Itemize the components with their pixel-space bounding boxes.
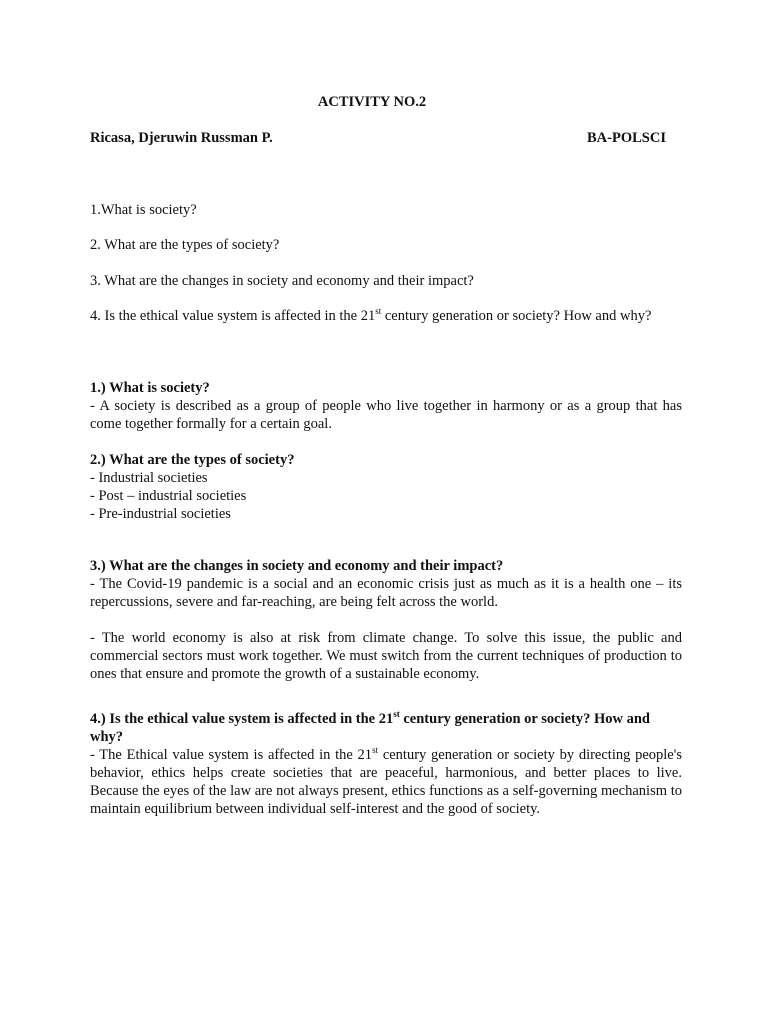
answer-4-text-superscript: st bbox=[372, 745, 379, 756]
question-3: 3. What are the changes in society and economy and their impact? bbox=[90, 273, 474, 289]
answer-1-section bbox=[90, 379, 682, 433]
answer-4-section bbox=[90, 710, 682, 818]
question-4 bbox=[90, 308, 651, 325]
answer-2-section bbox=[90, 451, 682, 523]
question-4-superscript: st bbox=[375, 306, 382, 317]
student-name: Ricasa, Djeruwin Russman P. bbox=[90, 130, 273, 146]
answer-4-text bbox=[90, 746, 682, 818]
answer-4-heading-superscript: st bbox=[393, 709, 400, 720]
answer-2-item: - Post – industrial societies bbox=[90, 488, 247, 504]
answer-3-paragraph-1: - The Covid-19 pandemic is a social and an economic crisis just as much as it is a health one – its repercussions, severe and far-reaching, are being felt across the world. bbox=[90, 576, 682, 610]
question-4-text-end: century generation or society? How and why? bbox=[381, 308, 652, 324]
answer-4-heading bbox=[90, 710, 682, 746]
answer-3-paragraph-2: - The world economy is also at risk from climate change. To solve this issue, the public and commercial sectors must work together. We must switch from the current techniques of production to ones that ensure and promote the growth of a sustainable economy. bbox=[90, 630, 682, 682]
document-title: ACTIVITY NO.2 bbox=[317, 94, 427, 110]
answer-2-item: - Industrial societies bbox=[90, 470, 208, 486]
student-course: BA-POLSCI bbox=[587, 130, 666, 146]
answer-1-text: - A society is described as a group of people who live together in harmony or as a group that has come together formally for a certain goal. bbox=[90, 398, 682, 432]
question-4-text: 4. Is the ethical value system is affected in the 21 bbox=[90, 308, 376, 324]
answer-3-heading: 3.) What are the changes in society and economy and their impact? bbox=[90, 558, 504, 574]
answer-4-heading-text: 4.) Is the ethical value system is affected in the 21 bbox=[90, 711, 394, 727]
question-2: 2. What are the types of society? bbox=[90, 237, 280, 253]
answer-2-heading: 2.) What are the types of society? bbox=[90, 452, 295, 468]
answer-2-item: - Pre-industrial societies bbox=[90, 506, 231, 522]
answer-1-heading: 1.) What is society? bbox=[90, 380, 210, 396]
answer-4-text-start: - The Ethical value system is affected in the 21 bbox=[90, 747, 373, 763]
answer-4-heading-text-end: century generation or society? How and why? bbox=[90, 711, 650, 745]
answer-3-section bbox=[90, 557, 682, 683]
answer-4-text-end: century generation or society by directing people's behavior, ethics helps create societies that are peaceful, harmonious, and better places to live. Because the eyes of the law are not always present, ethics functions as a self-governing mechanism to maintain equilibrium between individual self-interest and the good of society. bbox=[90, 747, 682, 817]
question-1: 1.What is society? bbox=[90, 202, 197, 218]
